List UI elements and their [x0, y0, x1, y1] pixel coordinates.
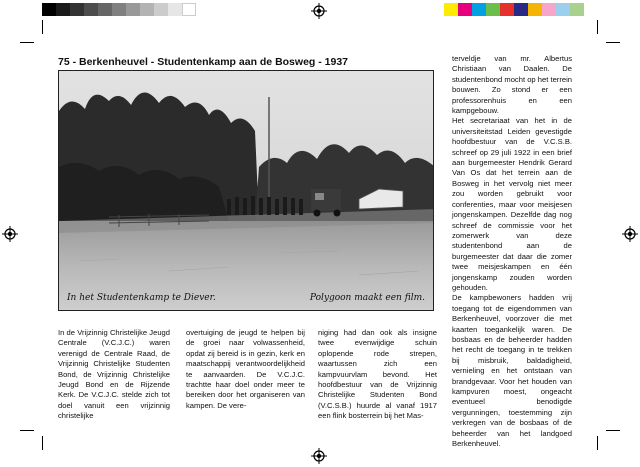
calibration-swatch [486, 3, 500, 16]
calibration-swatch [168, 3, 182, 16]
paragraph: De kampbewoners hadden vrij toegang tot de eigendommen van Berkenheuvel, voorzover die met kaarten toegankelijk waren. De bosbaas en de beheerder hadden het recht de toegang in te trekken bij misbruik, baldadigheid, vernieling en het ontstaan van brandgevaar. Voor het houden van kampvuren moest, ongeacht eventueel benodigde vergunningen, toestemming zijn verkregen van de bosbaas of de beheerder van het landgoed Berkenheuvel. [452, 293, 572, 449]
crop-mark [42, 20, 43, 34]
calibration-swatch [444, 3, 458, 16]
crop-mark [597, 20, 598, 34]
paragraph: terveldje van mr. Albertus Christiaan van Daalen. De studentenbond mocht op het terrein bouwen. Zo stond er een professorenhuis en een kampgebouw. [452, 54, 572, 116]
calibration-swatch [126, 3, 140, 16]
registration-mark-top [311, 3, 327, 19]
article-title: 75 - Berkenheuvel - Studentenkamp aan de Bosweg - 1937 [58, 56, 349, 68]
calibration-swatch [70, 3, 84, 16]
calibration-swatch [472, 3, 486, 16]
crop-mark [20, 42, 34, 43]
crop-mark [606, 430, 620, 431]
calibration-swatch [56, 3, 70, 16]
calibration-swatch [140, 3, 154, 16]
calibration-swatch [458, 3, 472, 16]
calibration-swatch [556, 3, 570, 16]
calibration-swatch [542, 3, 556, 16]
crop-mark [20, 430, 34, 431]
text-column-2 [186, 328, 305, 411]
paragraph: niging had dan ook als insigne twee evenwijdige schuin oplopende rode strepen, waartussen zich een kampvuurvlam bevond. Het hoofdbestuur van de Vrijzinnig Christelijke Studenten Bond (V.C.S.B.) huurde al vanaf 1917 een flink bosterrein bij het Mas- [318, 328, 437, 421]
text-column-4 [452, 54, 572, 449]
calibration-swatch [112, 3, 126, 16]
calibration-swatch [84, 3, 98, 16]
photo-caption-left: In het Studentenkamp te Diever. [67, 293, 216, 303]
calibration-swatch [570, 3, 584, 16]
registration-mark-right [622, 226, 638, 242]
calibration-swatch [42, 3, 56, 16]
calibration-swatch [500, 3, 514, 16]
paragraph: Het secretariaat van het in de universiteitstad Leiden gevestigde hoofdbestuur van de V.C.S.B. schreef op 29 juli 1922 in een brief aan burgemeester Hendrik Gerard Van Os dat het terrein aan de Bosweg in het vervolg niet meer zou worden gebruikt voor conferenties, maar voor meisjesen jongenskampen. Dezelfde dag nog schreef de commissie voor het zomerwerk van deze studentenbond aan de burgemeester dat daar die zomer twee meisjeskampen en één jongenskamp zouden worden gehouden. [452, 116, 572, 292]
photo-caption-right: Polygoon maakt een film. [309, 293, 425, 303]
color-calibration-bar [444, 3, 584, 16]
historic-photo [58, 70, 434, 311]
crop-mark [606, 42, 620, 43]
text-column-1 [58, 328, 170, 422]
gray-calibration-bar [42, 3, 196, 16]
paragraph: In de Vrijzinnig Christelijke Jeugd Centrale (V.C.J.C.) waren verenigd de Centrale Raad, de Vrijzinnig Christelijke Studenten Bond, de Vrijzinnig Christelijke Jeugd Bond en de Rijzende Kerk. De V.C.J.C. stelde zich tot doel vanuit een vrijzinnig christelijke [58, 328, 170, 421]
campsite-photo-illustration [59, 71, 434, 311]
registration-mark-left [2, 226, 18, 242]
calibration-swatch [98, 3, 112, 16]
registration-mark-bottom [311, 448, 327, 464]
text-column-3 [318, 328, 437, 422]
calibration-swatch [154, 3, 168, 16]
crop-mark [42, 436, 43, 450]
paragraph: overtuiging de jeugd te helpen bij de groei naar volwassenheid, opdat zij bereid is in gezin, kerk en maatschappij verantwoordelijkheid te aanvaarden. De V.C.J.C. trachtte haar doel onder meer te bereiken door het organiseren van kampen. De vere- [186, 328, 305, 410]
calibration-swatch [182, 3, 196, 16]
crop-mark [597, 436, 598, 450]
calibration-swatch [514, 3, 528, 16]
calibration-swatch [528, 3, 542, 16]
